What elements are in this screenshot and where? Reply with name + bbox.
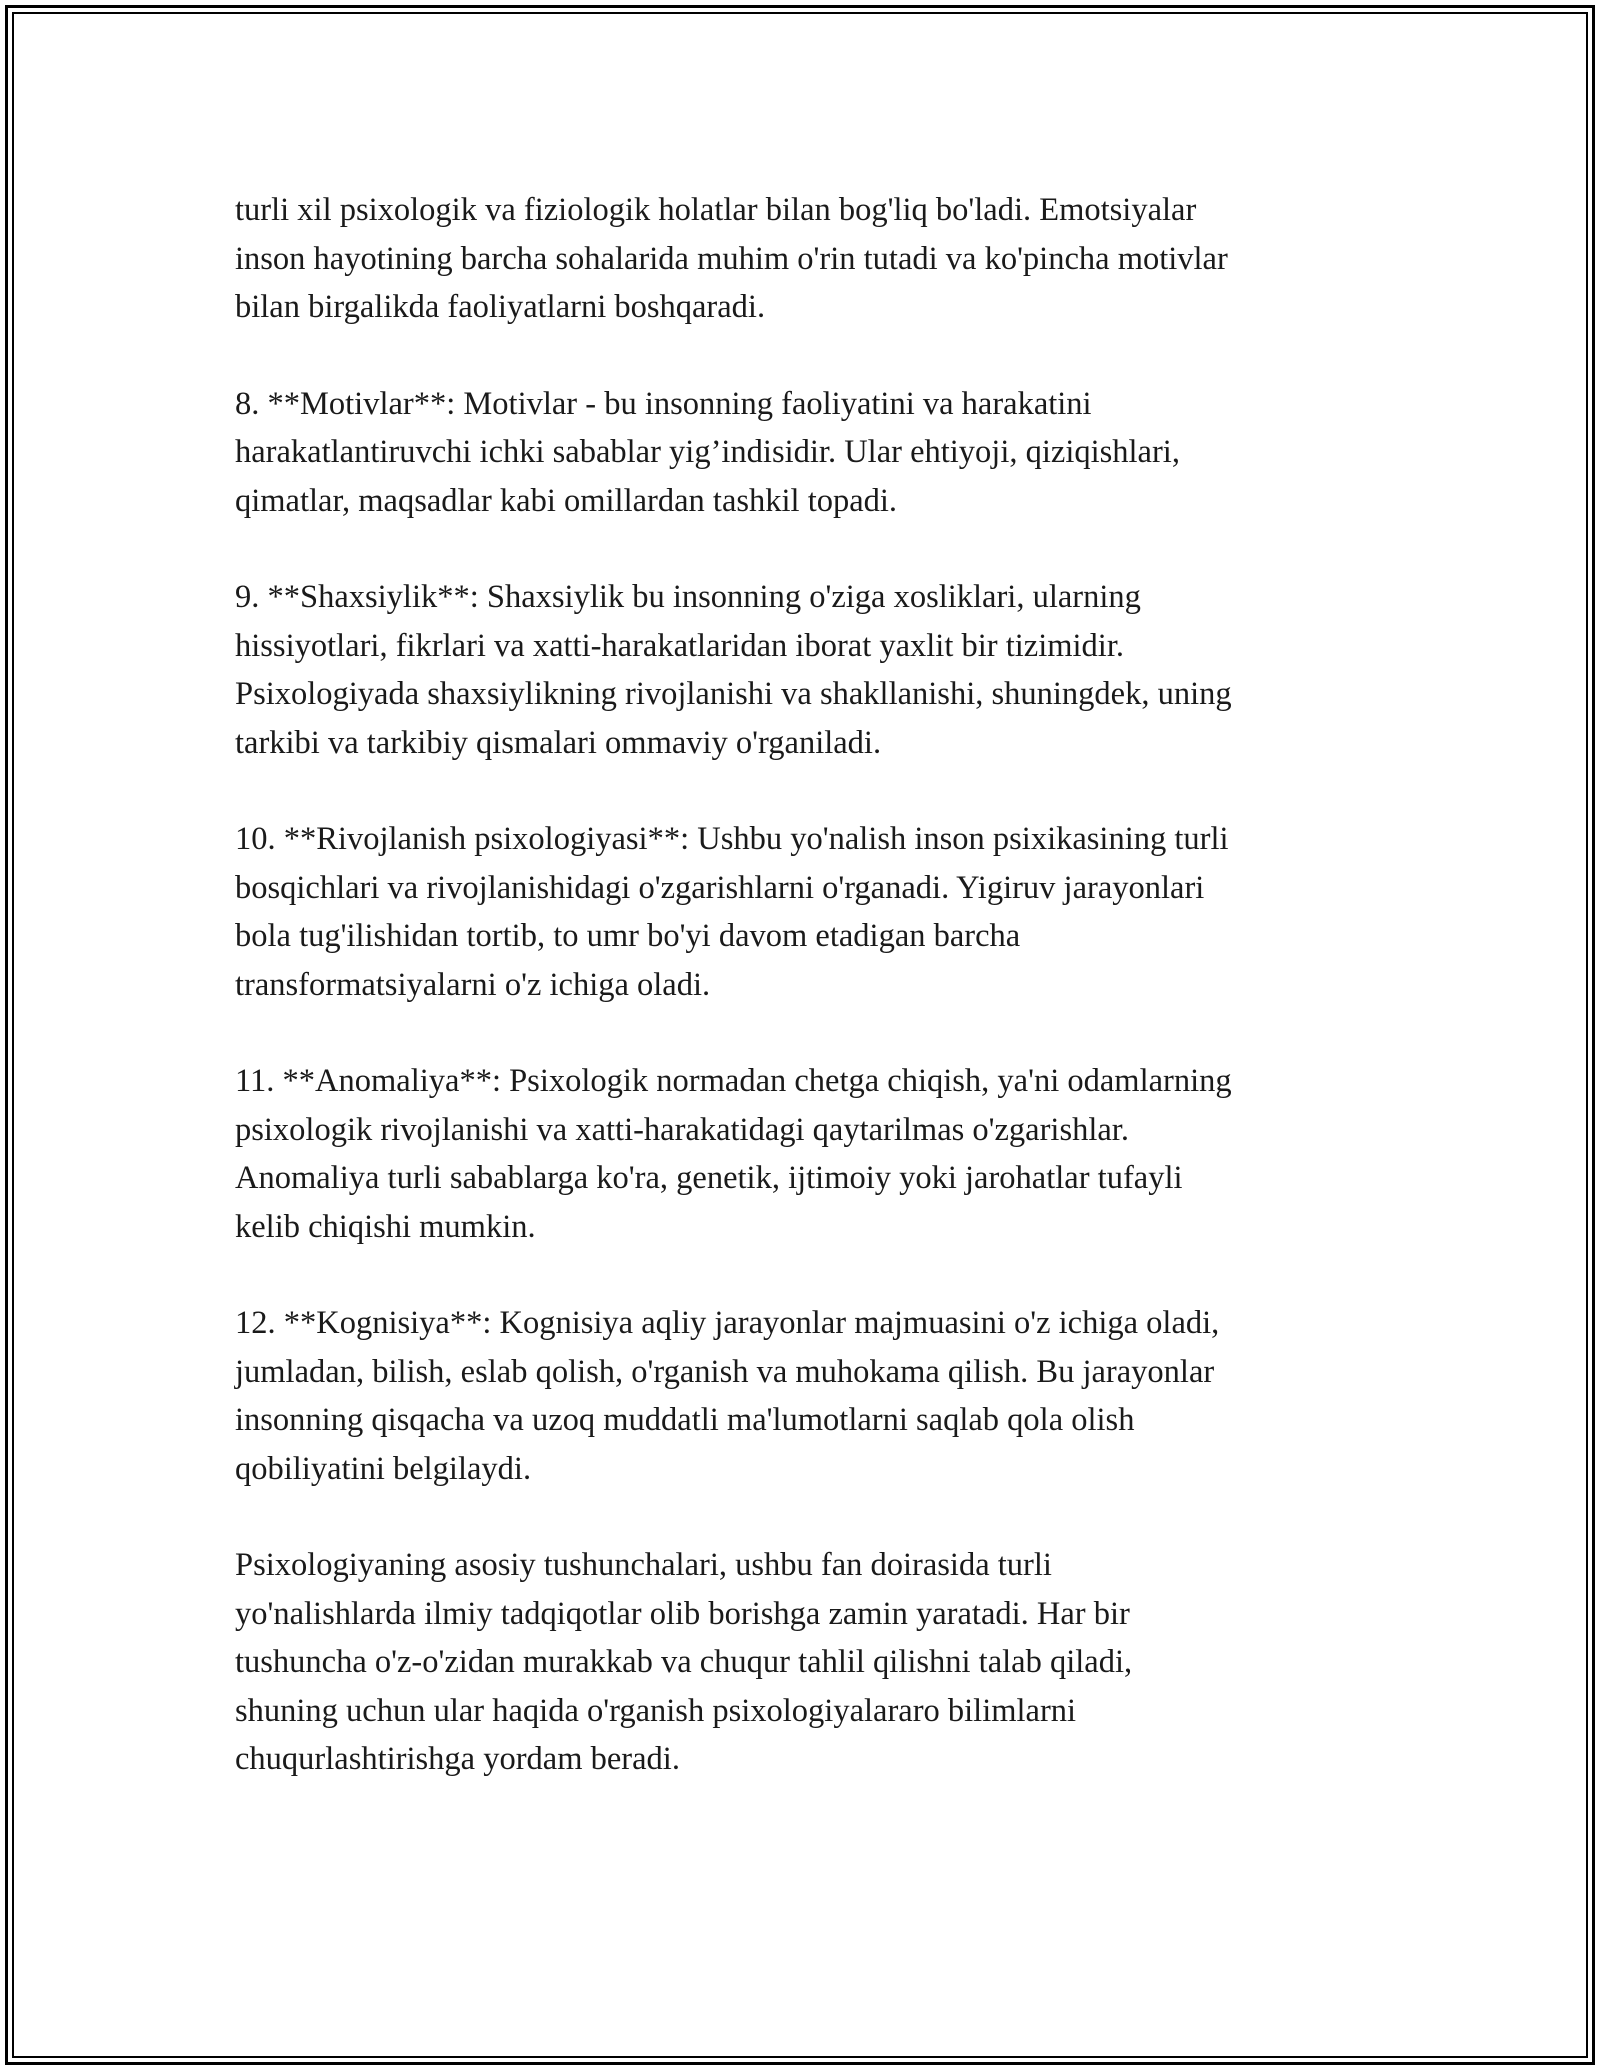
text-line: Psixologiyada shaxsiylikning rivojlanishi va shakllanishi, shuningdek, uning [235,676,1232,712]
paragraph-rivojlanish-psixologiyasi [235,815,1375,1009]
text-line: 9. **Shaxsiylik**: Shaxsiylik bu insonning o'ziga xosliklari, ularning [235,579,1141,615]
text-line: psixologik rivojlanishi va xatti-harakatidagi qaytarilmas o'zgarishlar. [235,1111,1129,1148]
text-line: 8. **Motivlar**: Motivlar - bu insonning faoliyatini va harakatini [235,385,1092,422]
text-line: shuning uchun ular haqida o'rganish psixologiyalararo bilimlarni [235,1692,1077,1729]
text-line: tarkibi va tarkibiy qismalari ommaviy o'rganiladi. [235,724,882,761]
text-line: hissiyotlari, fikrlari va xatti-harakatlaridan iborat yaxlit bir tizimidir. [235,627,1124,664]
text-line: kelib chiqishi mumkin. [235,1208,536,1245]
text-line: Psixologiyaning asosiy tushunchalari, ushbu fan doirasida turli [235,1547,1052,1583]
text-line: turli xil psixologik va fiziologik holatlar bilan bog'liq bo'ladi. Emotsiyalar [235,192,1197,228]
paragraph-shaxsiylik [235,573,1375,767]
text-line: bola tug'ilishidan tortib, to umr bo'yi davom etadigan barcha [235,918,1021,954]
text-line: qimatlar, maqsadlar kabi omillardan tashkil topadi. [235,482,898,519]
text-line: harakatlantiruvchi ichki sabablar yig’indisidir. Ular ehtiyoji, qiziqishlari, [235,434,1180,470]
text-line: transformatsiyalarni o'z ichiga oladi. [235,966,711,1003]
text-line: tushuncha o'z-o'zidan murakkab va chuqur tahlil qilishni talab qiladi, [235,1644,1133,1680]
text-line: 12. **Kognisiya**: Kognisiya aqliy jarayonlar majmuasini o'z ichiga oladi, [235,1305,1220,1341]
text-line: inson hayotining barcha sohalarida muhim o'rin tutadi va ko'pincha motivlar [235,240,1228,277]
text-line: yo'nalishlarda ilmiy tadqiqotlar olib borishga zamin yaratadi. Har bir [235,1595,1130,1632]
text-line: qobiliyatini belgilaydi. [235,1450,532,1487]
text-line: bosqichlari va rivojlanishidagi o'zgarishlarni o'rganadi. Yigiruv jarayonlari [235,869,1205,906]
document-body [235,186,1375,1832]
text-line: 10. **Rivojlanish psixologiyasi**: Ushbu yo'nalish inson psixikasining turli [235,821,1229,857]
text-line: bilan birgalikda faoliyatlarni boshqaradi. [235,289,766,325]
paragraph-emotsiyalar-continuation [235,186,1375,332]
text-line: Anomaliya turli sabablarga ko'ra, genetik, ijtimoiy yoki jarohatlar tufayli [235,1160,1183,1196]
paragraph-kognisiya [235,1299,1375,1493]
text-line: insonning qisqacha va uzoq muddatli ma'lumotlarni saqlab qola olish [235,1402,1135,1438]
text-line: jumladan, bilish, eslab qolish, o'rganish va muhokama qilish. Bu jarayonlar [235,1353,1215,1390]
paragraph-conclusion [235,1541,1375,1784]
paragraph-motivlar [235,380,1375,526]
text-line: 11. **Anomaliya**: Psixologik normadan chetga chiqish, ya'ni odamlarning [235,1063,1232,1099]
text-line: chuqurlashtirishga yordam beradi. [235,1741,680,1777]
paragraph-anomaliya [235,1057,1375,1251]
